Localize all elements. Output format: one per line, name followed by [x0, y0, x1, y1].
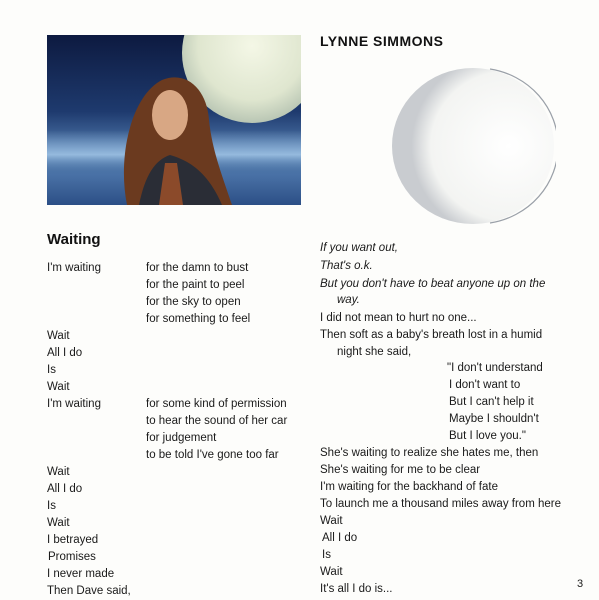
- lyric-line: I'm waiting for the backhand of fate: [320, 481, 498, 493]
- lyric-line: for some kind of permission: [146, 398, 287, 410]
- lyric-line: for judgement: [146, 432, 217, 444]
- lyric-line: Is: [322, 549, 331, 561]
- lyric-line: I'm waiting: [47, 262, 101, 274]
- song-title: Waiting: [47, 231, 101, 248]
- moon-cutout-graphic: [390, 66, 556, 226]
- page-number: 3: [577, 578, 584, 590]
- lyric-line: way.: [337, 294, 360, 306]
- lyric-line: She's waiting for me to be clear: [320, 464, 481, 476]
- lyric-line: But you don't have to beat anyone up on the: [320, 278, 546, 290]
- lyric-line: I'm waiting: [47, 398, 101, 410]
- figure-face: [152, 90, 188, 140]
- moon-cutout-disc: [392, 68, 554, 224]
- lyric-line: Wait: [47, 330, 70, 342]
- photo-illustration: [47, 35, 301, 205]
- lyric-line: Wait: [47, 381, 70, 393]
- lyric-line: All I do: [47, 483, 83, 495]
- lyric-line: Then soft as a baby's breath lost in a humid: [320, 329, 543, 341]
- lyric-line: for something to feel: [146, 313, 251, 325]
- lyric-line: But I can't help it: [449, 396, 534, 408]
- lyric-line: Wait: [320, 566, 343, 578]
- lyric-line: I did not mean to hurt no one...: [320, 312, 477, 324]
- lyric-line: Is: [47, 364, 56, 376]
- lyric-line: Wait: [47, 517, 70, 529]
- lyric-line: for the paint to peel: [146, 279, 245, 291]
- lyric-line: night she said,: [337, 346, 412, 358]
- lyric-line: To launch me a thousand miles away from here: [320, 498, 561, 510]
- lyric-line: Wait: [47, 466, 70, 478]
- lyric-line: Promises: [48, 551, 96, 563]
- lyric-line: All I do: [47, 347, 83, 359]
- lyric-line: I never made: [47, 568, 115, 580]
- lyric-line: But I love you.": [449, 430, 526, 442]
- cover-photo: [47, 35, 301, 205]
- lyric-line: It's all I do is...: [320, 583, 393, 595]
- artist-name: LYNNE SIMMONS: [320, 33, 444, 49]
- lyric-line: to hear the sound of her car: [146, 415, 288, 427]
- lyric-line: All I do: [322, 532, 358, 544]
- lyric-line: I don't want to: [449, 379, 521, 391]
- lyric-line: If you want out,: [320, 242, 398, 254]
- lyric-line: Wait: [320, 515, 343, 527]
- lyric-line: Is: [47, 500, 56, 512]
- lyric-line: She's waiting to realize she hates me, then: [320, 447, 539, 459]
- lyric-line: Maybe I shouldn't: [449, 413, 539, 425]
- lyric-line: That's o.k.: [320, 260, 373, 272]
- lyric-line: "I don't understand: [447, 362, 543, 374]
- lyric-line: I betrayed: [47, 534, 99, 546]
- lyric-line: for the sky to open: [146, 296, 241, 308]
- lyric-line: Then Dave said,: [47, 585, 131, 597]
- lyric-line: for the damn to bust: [146, 262, 249, 274]
- lyric-line: to be told I've gone too far: [146, 449, 279, 461]
